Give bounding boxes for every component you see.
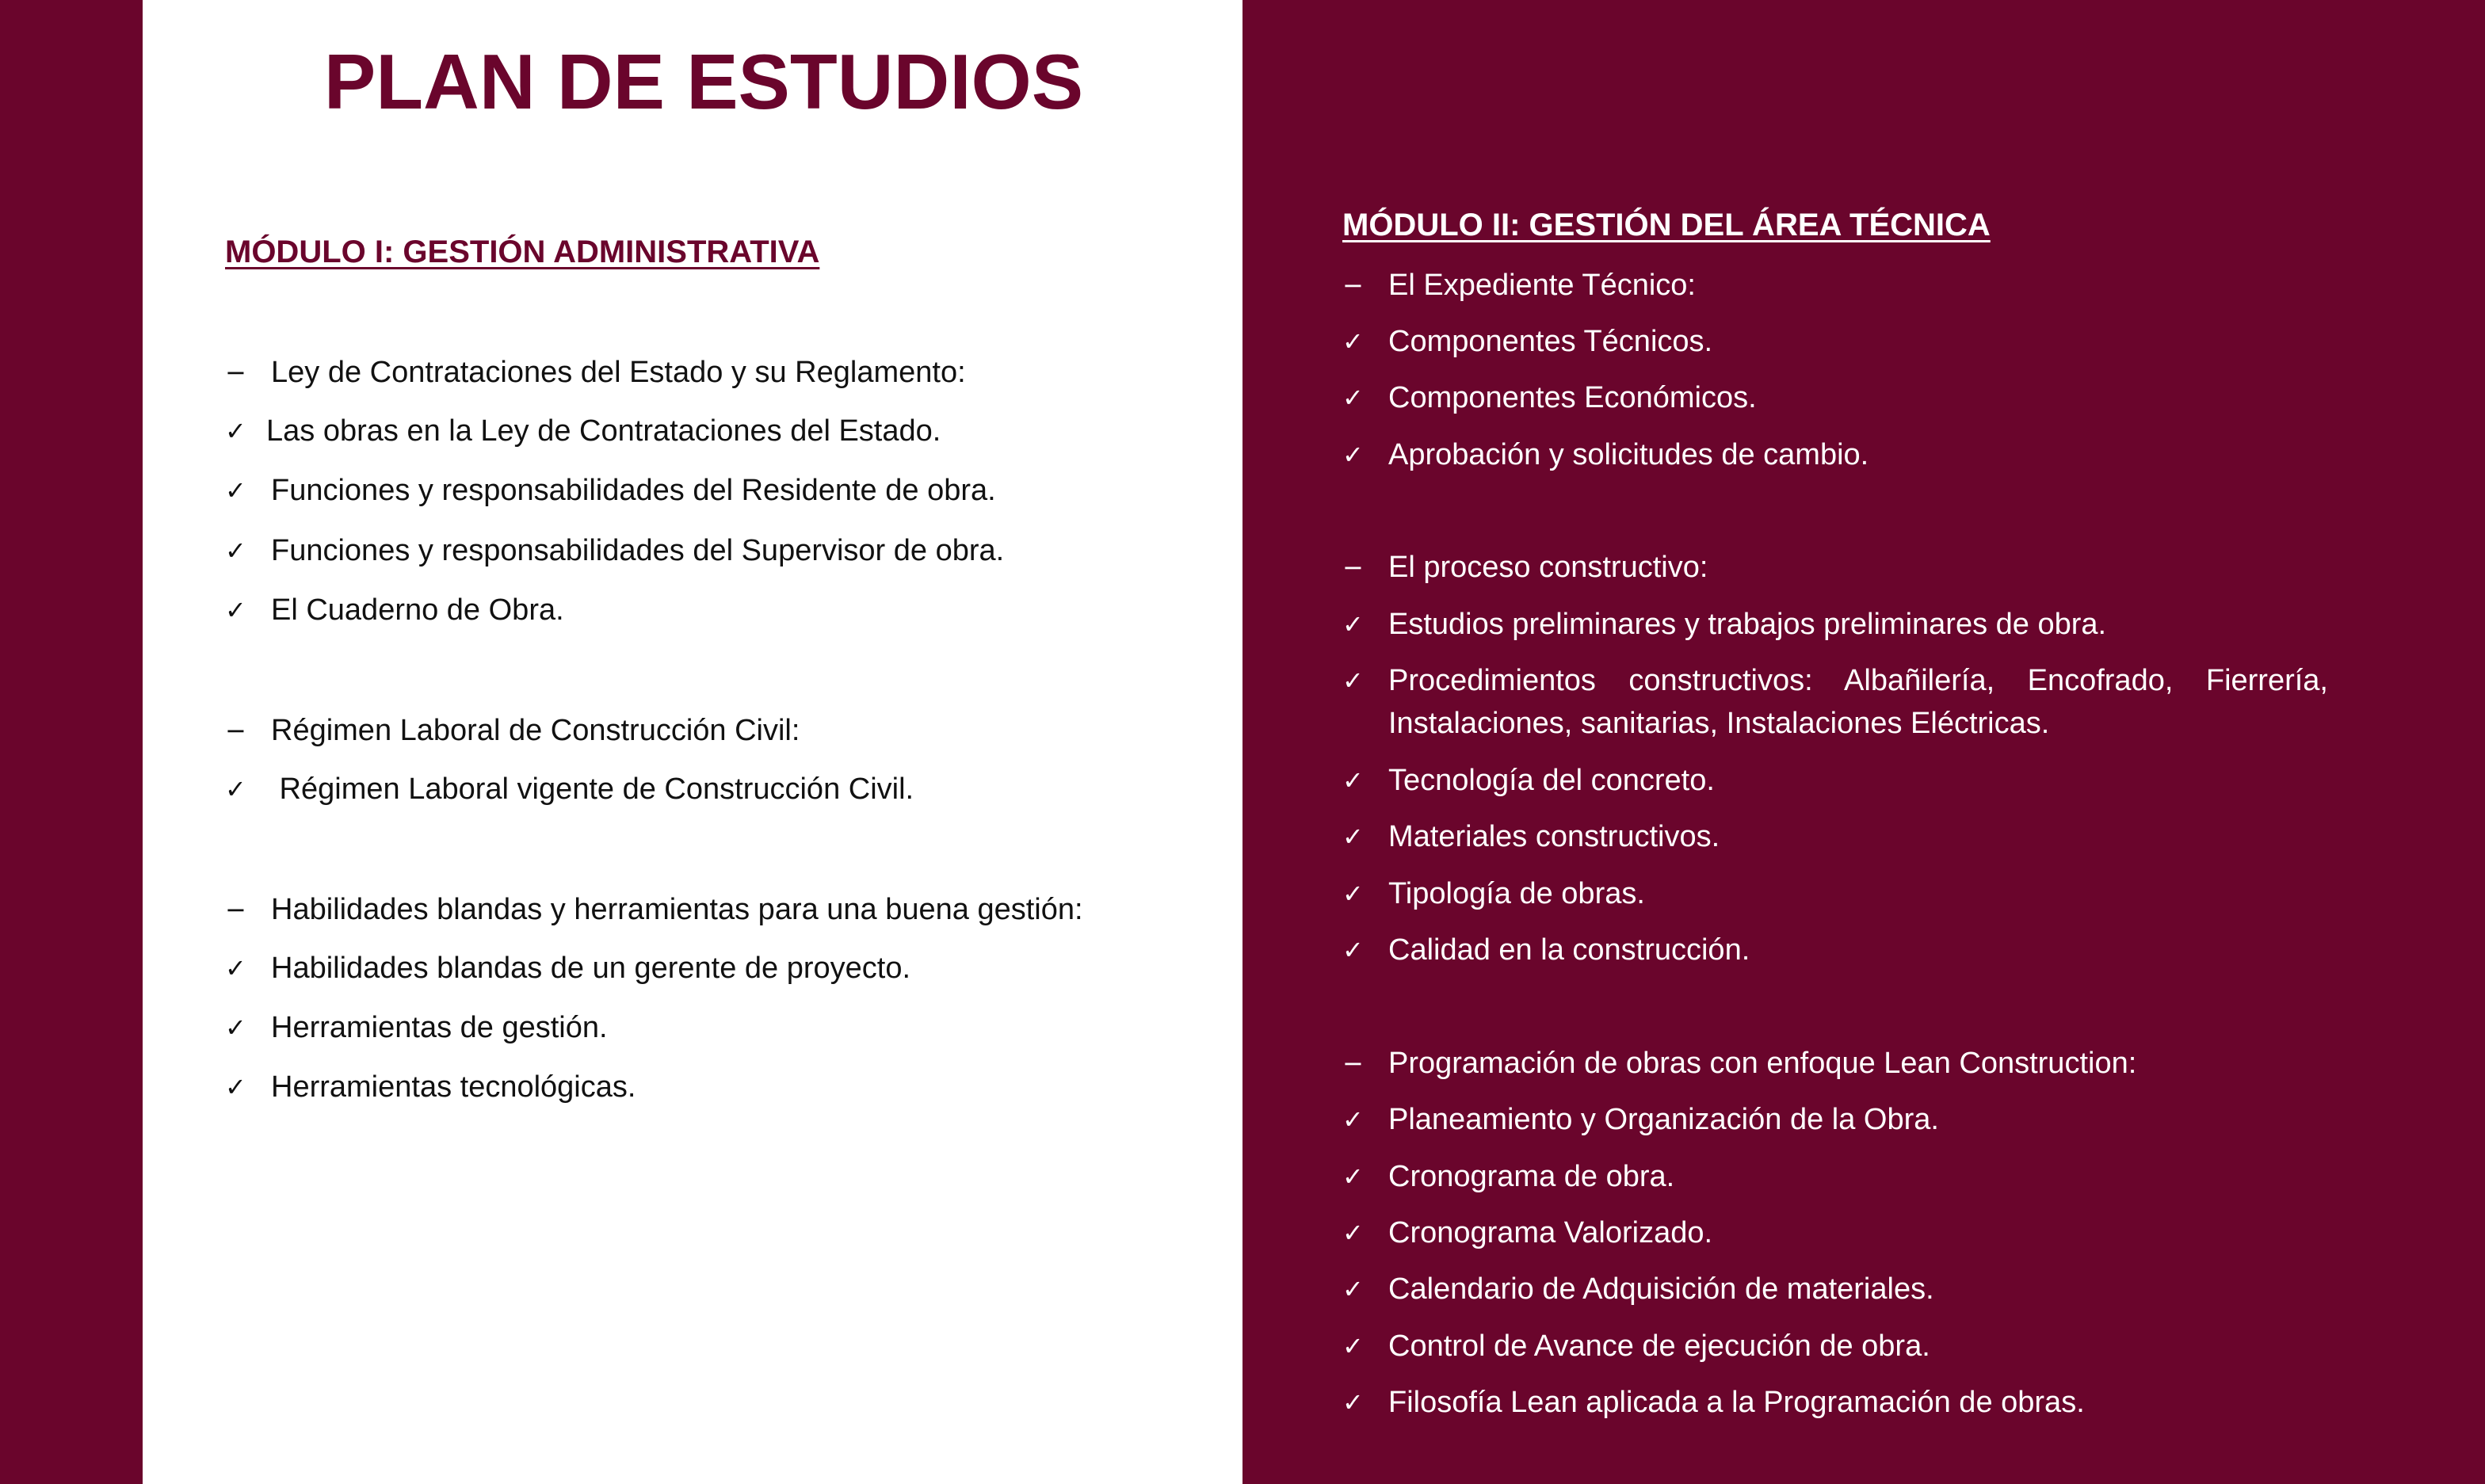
list-item-label: Control de Avance de ejecución de obra. <box>1388 1329 1930 1363</box>
list-item-label: Funciones y responsabilidades del Residente de obra. <box>271 474 996 507</box>
group-header-label: Ley de Contrataciones del Estado y su Reglamento: <box>271 356 966 389</box>
dash-marker: − <box>1342 270 1364 300</box>
list-item-label: Filosofía Lean aplicada a la Programación de obras. <box>1388 1386 2085 1419</box>
list-item-label: Calidad en la construcción. <box>1388 933 1750 967</box>
checkmark-icon: ✓ <box>1342 879 1364 909</box>
checkmark-icon: ✓ <box>225 536 246 566</box>
list-item-label: Aprobación y solicitudes de cambio. <box>1388 438 1869 471</box>
checkmark-icon: ✓ <box>1342 326 1364 357</box>
checkmark-icon: ✓ <box>225 416 246 446</box>
list-item-label: Componentes Técnicos. <box>1388 325 1713 358</box>
checkmark-icon: ✓ <box>1342 1387 1364 1417</box>
group-header-label: El Expediente Técnico: <box>1388 269 1696 302</box>
group-header-label: Régimen Laboral de Construcción Civil: <box>271 714 800 747</box>
list-item-label: Las obras en la Ley de Contrataciones del Estado. <box>266 414 941 448</box>
list-item-label: Cronograma de obra. <box>1388 1160 1675 1193</box>
module-2-heading: MÓDULO II: GESTIÓN DEL ÁREA TÉCNICA <box>1342 208 1991 242</box>
checkmark-icon: ✓ <box>1342 1274 1364 1304</box>
checkmark-icon: ✓ <box>1342 1162 1364 1192</box>
page-title: PLAN DE ESTUDIOS <box>323 38 1084 125</box>
list-item-label: Habilidades blandas de un gerente de proyecto. <box>271 952 911 985</box>
dash-marker: − <box>225 715 246 746</box>
list-item-label: Herramientas de gestión. <box>271 1011 608 1044</box>
checkmark-icon: ✓ <box>1342 935 1364 965</box>
module-1-heading: MÓDULO I: GESTIÓN ADMINISTRATIVA <box>225 235 820 269</box>
checkmark-icon: ✓ <box>225 774 246 804</box>
list-item-label: Estudios preliminares y trabajos preliminares de obra. <box>1388 608 2107 641</box>
checkmark-icon: ✓ <box>1342 822 1364 852</box>
list-item-label: Herramientas tecnológicas. <box>271 1070 636 1104</box>
list-item-label: Planeamiento y Organización de la Obra. <box>1388 1103 1939 1136</box>
list-item-label: Procedimientos constructivos: Albañilería, Encofrado, Fierrería, Instalaciones, sanitarias, Instalaciones Eléctricas. <box>1388 664 2328 740</box>
list-item-label: El Cuaderno de Obra. <box>271 593 564 627</box>
list-item-label: Tecnología del concreto. <box>1388 764 1715 797</box>
checkmark-icon: ✓ <box>225 475 246 505</box>
list-item-label: Tipología de obras. <box>1388 877 1645 910</box>
group-header-label: El proceso constructivo: <box>1388 551 1708 584</box>
dash-marker: − <box>1342 552 1364 582</box>
checkmark-icon: ✓ <box>1342 1331 1364 1361</box>
checkmark-icon: ✓ <box>1342 666 1364 696</box>
list-item-label: Régimen Laboral vigente de Construcción Civil. <box>271 773 914 806</box>
checkmark-icon: ✓ <box>225 1072 246 1102</box>
group-header-label: Habilidades blandas y herramientas para una buena gestión: <box>271 893 1083 926</box>
dash-marker: − <box>225 357 246 387</box>
checkmark-icon: ✓ <box>1342 609 1364 639</box>
group-header-label: Programación de obras con enfoque Lean Construction: <box>1388 1047 2137 1080</box>
checkmark-icon: ✓ <box>1342 765 1364 795</box>
checkmark-icon: ✓ <box>225 953 246 983</box>
list-item-label: Cronograma Valorizado. <box>1388 1216 1713 1249</box>
dash-marker: − <box>1342 1048 1364 1078</box>
list-item-label: Componentes Económicos. <box>1388 381 1757 414</box>
checkmark-icon: ✓ <box>225 595 246 625</box>
checkmark-icon: ✓ <box>1342 383 1364 413</box>
checkmark-icon: ✓ <box>1342 1104 1364 1135</box>
checkmark-icon: ✓ <box>1342 1218 1364 1248</box>
checkmark-icon: ✓ <box>225 1013 246 1043</box>
list-item-label: Materiales constructivos. <box>1388 820 1720 853</box>
checkmark-icon: ✓ <box>1342 440 1364 470</box>
dash-marker: − <box>225 895 246 925</box>
list-item-label: Funciones y responsabilidades del Supervisor de obra. <box>271 534 1005 567</box>
list-item-label: Calendario de Adquisición de materiales. <box>1388 1272 1934 1306</box>
